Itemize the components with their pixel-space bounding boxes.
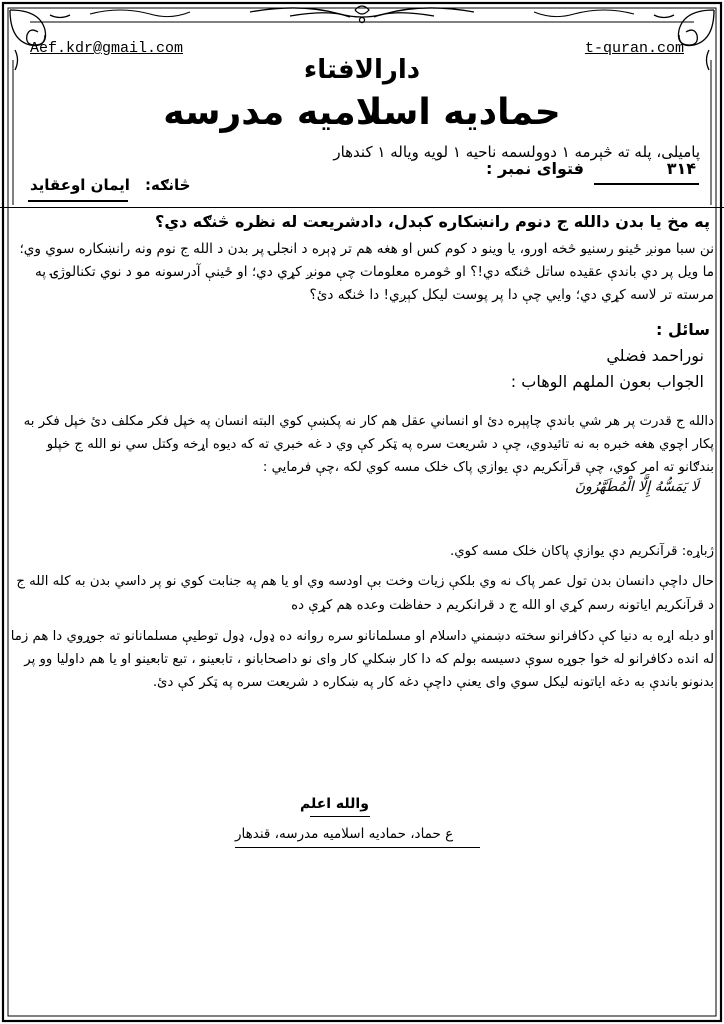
answer-paragraph-1: دالله ج قدرت پر هر شي باندې چاپېره دئ او انساني عقل هم کار نه پکښې کوي البته انسان په خپل فکر مکلف دئ خپل فکر به پکار اچوي هغه خبره به نه تائيدوي، چې د شريعت سره په ټکر کې وي د غه خبري ته که ديوه اړخه وکتل سي نو الله ج خپلو بندګانو ته امر کوي، چې قرآنکريم دې يوازي پاک خلک مسه کوي لکه ،چې فرمايي : [23, 414, 714, 475]
website-link[interactable]: t-quran.com [584, 40, 684, 57]
signature-line: ع حماد، حمادیه اسلامیه مدرسه، قندهار [235, 826, 454, 842]
answer-paragraph-translation: ژباړه: قرآنکريم دې يوازې پاکان خلک مسه کوي. [450, 544, 714, 559]
asker-name: نوراحمد فضلي [606, 346, 704, 365]
address-line: پامیلی، پله ته څېرمه ۱ دوولسمه ناحیه ۱ لویه ویاله ۱ کندهار [333, 143, 700, 161]
answer-paragraph-2: حال داچې دانسان بدن تول عمر پاک نه وي بلکې زيات وخت بې اودسه وي او يا هم په جنابت کوي نو پر داسي بدن به کله الله ج د قرآنکريم اياتونه رسم کړي او الله ج د قرانکريم د حفاظت وعده هم کړې ده [16, 574, 714, 613]
closing-phrase: والله اعلم [300, 796, 369, 812]
asker-label: سائل : [656, 320, 710, 339]
topic-underline [28, 200, 128, 202]
answer-paragraph-3: او دبله اړه به دنيا کې دکافرانو سخته دښمني داسلام او مسلمانانو سره روانه ده ډول، ډول توطيې مسلمانانو ته جوړوي دا هم زما له انده دکافرانو له خوا جوړه سوې دسيسه بولم که دا کار ښکلي کار واى نو داصحابانو ، تابعينو ، تبع تابعينو او يا هم داوليا وو پر بدنونو باندې به دغه اياتونه ليکل سوي واى يعنې داچې دغه کار په ښکاره د شريعت سره په ټکر کې دئ. [10, 629, 714, 690]
fatwa-number-underline [594, 183, 699, 185]
topic-value: ایمان اوعقاید [30, 176, 130, 194]
answer-heading: الجواب بعون الملهم الوهاب : [510, 372, 704, 391]
signature-underline [235, 847, 480, 848]
fatwa-number-label: فتوای نمبر : [486, 159, 584, 178]
closing-underline [310, 816, 370, 817]
quran-verse: لَا يَمَسُّهُ إِلَّا الْمُطَهَّرُونَ [574, 479, 699, 495]
email-link[interactable]: Aef.kdr@gmail.com [30, 40, 184, 57]
fatwa-number-value: ۳۱۴ [666, 159, 696, 178]
madrasa-title: حمادیه اسلامیه مدرسه [163, 92, 561, 133]
topic-label: څانګه: [145, 176, 191, 194]
question-title: په مخ یا بدن دالله ج دنوم رانښکاره کېدل، دادشریعت له نظره څنګه دي؟ [155, 212, 710, 231]
header-divider [0, 207, 724, 208]
question-body: نن سبا مونږ ځينو رسنيو څخه اورو، يا وينو د کوم کس او هغه هم تر ډېره د انجلۍ پر بدن د الله ج نوم ونه رانښکاره سوي وي؛ ما ويل پر دي باندې عقيده ساتل څنګه دي!؟ او څومره معلومات چې مونږ کړي دي؛ او ځينې آدرسونه مو د نوي تکنالوژۍ په مرسته تر لاسه کړي دي؛ وايي چې دا پر پوست ليکل کېږي! دا څنګه دئ؟ [19, 241, 714, 303]
dar-ul-ifta-title: دارالافتاء [303, 55, 421, 85]
